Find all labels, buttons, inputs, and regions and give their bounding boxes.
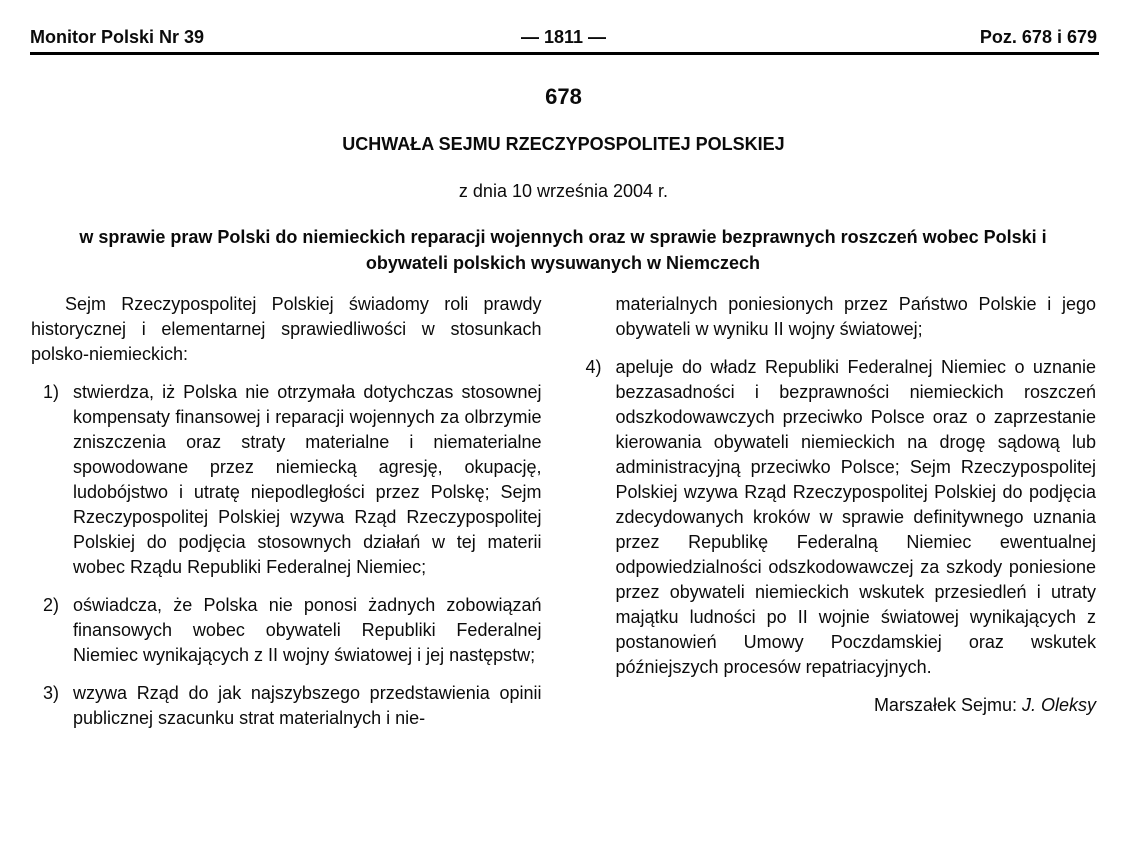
list-item-3-number: 3) xyxy=(43,683,60,703)
list-item-1 xyxy=(31,380,542,580)
left-column xyxy=(31,292,542,731)
signature-label: Marszałek Sejmu: xyxy=(873,695,1017,715)
page-header xyxy=(30,27,1097,49)
list-item-3 xyxy=(31,681,542,731)
list-item-1-number: 1) xyxy=(43,382,60,402)
body-columns xyxy=(31,292,1096,731)
signature-name: J. Oleksy xyxy=(1021,695,1096,715)
list-item-3-text: wzywa Rząd do jak najszybszego przedstawienia opinii publicznej szacunku strat materialnych i nie- xyxy=(73,683,542,728)
position-number: Poz. 678 i 679 xyxy=(979,27,1097,47)
list-item-1-text: stwierdza, iż Polska nie otrzymała dotychczas stosownej kompensaty finansowej i reparacji wojennych za olbrzymie zniszczenia oraz straty materialne i niematerialne spowodowane przez niemiecką agresję, okupację, ludobójstwo i utratę niepodległości przez Polskę; Sejm Rzeczypospolitej Polskiej wzywa Rząd Rzeczypospolitej Polskiej do podjęcia stosownych działań w tej materii wobec Rządu Republiki Federalnej Niemiec; xyxy=(73,382,542,577)
list-item-4-number: 4) xyxy=(585,357,602,377)
list-item-2-number: 2) xyxy=(43,595,60,615)
item-3-continuation: materialnych poniesionych przez Państwo Polskie i jego obywateli w wyniku II wojny światowej; xyxy=(615,294,1096,339)
list-item-2-text: oświadcza, że Polska nie ponosi żadnych zobowiązań finansowych wobec obywateli Republiki Federalnej Niemiec wynikających z II wojny światowej i jej następstw; xyxy=(73,595,542,665)
act-number: 678 xyxy=(545,84,582,109)
act-title: UCHWAŁA SEJMU RZECZYPOSPOLITEJ POLSKIEJ xyxy=(342,134,785,154)
header-divider xyxy=(30,52,1099,55)
act-date: z dnia 10 września 2004 r. xyxy=(458,181,669,201)
page-number: — 1811 — xyxy=(520,27,607,47)
act-subject: w sprawie praw Polski do niemieckich reparacji wojennych oraz w sprawie bezprawnych roszczeń wobec Polski i obywateli polskich wysuwanych w Niemczech xyxy=(79,227,1047,273)
journal-name: Monitor Polski Nr 39 xyxy=(30,27,205,47)
right-column xyxy=(586,292,1097,731)
signature-line xyxy=(586,693,1097,718)
list-item-2 xyxy=(31,593,542,668)
intro-paragraph: Sejm Rzeczypospolitej Polskiej świadomy roli prawdy historycznej i elementarnej sprawiedliwości w stosunkach polsko-niemieckich: xyxy=(31,294,542,364)
list-item-4-text: apeluje do władz Republiki Federalnej Niemiec o uznanie bezzasadności i bezprawności niemieckich roszczeń odszkodowawczych przeciwko Polsce oraz o zaprzestanie kierowania obywateli niemieckich na drogę sądową lub administracyjną przeciwko Polsce; Sejm Rzeczypospolitej Polskiej wzywa Rząd Rzeczypospolitej Polskiej do podjęcia zdecydowanych kroków w sprawie definitywnego uznania przez Republikę Federalną Niemiec ewentualnej odpowiedzialności odszkodowawczej za szkody poniesione przez obywateli niemieckich wskutek przesiedleń i utraty majątku ludności po II wojnie światowej wynikających z postanowień Umowy Poczdamskiej oraz wskutek późniejszych procesów repatriacyjnych. xyxy=(615,357,1096,677)
list-item-4 xyxy=(586,355,1097,680)
